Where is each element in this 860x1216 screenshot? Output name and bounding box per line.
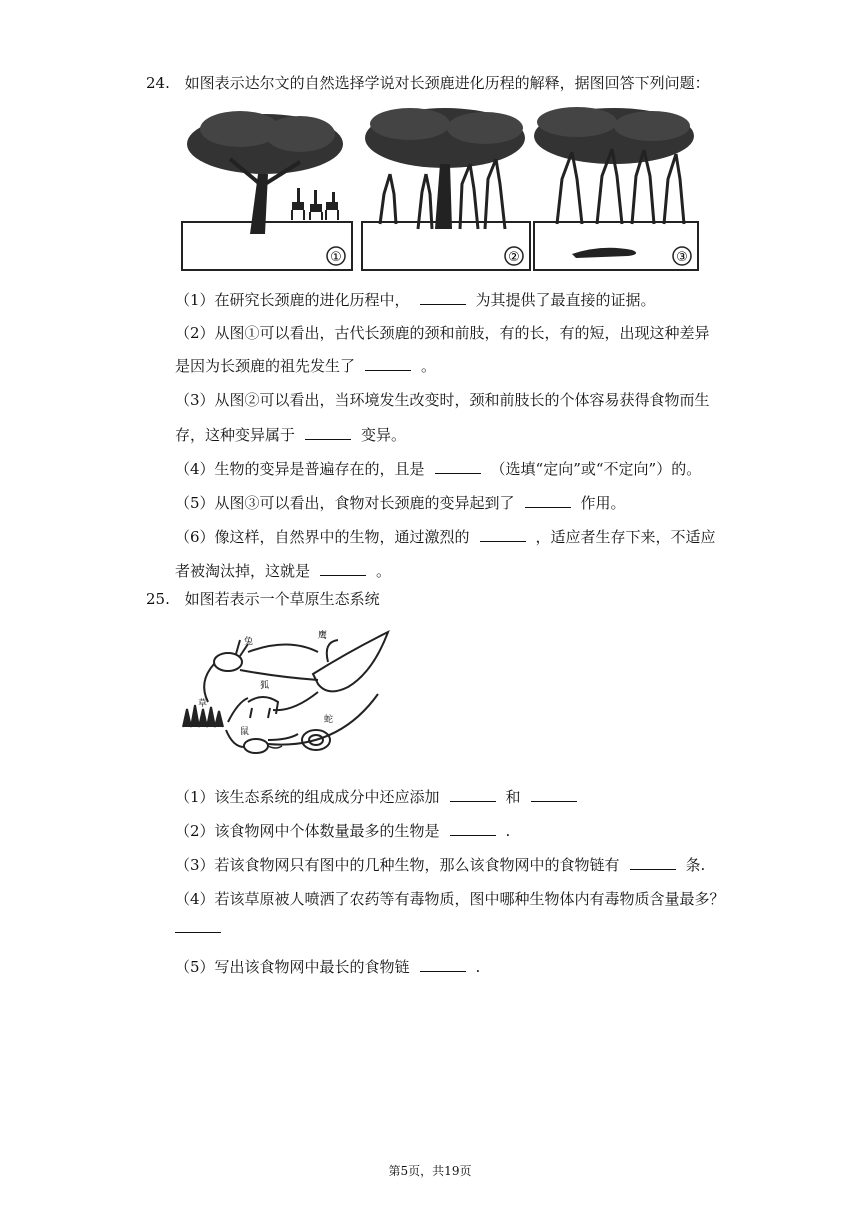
snake-icon [302,713,333,750]
question-24 [146,76,710,91]
answer-blank[interactable] [450,823,496,836]
q24-part-2b: 是因为长颈鹿的祖先发生了 。 [175,357,437,375]
hawk-icon [313,629,388,691]
q24-part-6b: 者被淘汰掉，这就是 。 [175,562,392,580]
svg-text:鼠: 鼠 [240,727,250,737]
svg-text:草: 草 [198,699,208,709]
answer-blank[interactable] [175,920,221,933]
page-footer: 第5页，共19页 [388,1164,472,1178]
q25-part-2: （2）该食物网中个体数量最多的生物是 . [175,822,511,840]
question-25 [146,592,380,607]
answer-blank[interactable] [420,292,466,305]
fox-icon [248,679,278,718]
panel-3 [534,107,698,270]
panel-1 [182,111,352,270]
answer-blank[interactable] [365,358,411,371]
answer-blank[interactable] [420,959,466,972]
q25-part-4: （4）若该草原被人喷洒了农药等有毒物质，图中哪种生物体内有毒物质含量最多？ [175,890,725,908]
answer-blank[interactable] [531,789,577,802]
rabbit-icon [214,635,253,671]
panel-2 [362,108,530,270]
q25-part-1: （1）该生态系统的组成成分中还应添加 和 [175,786,587,807]
q24-part-3a: （3）从图②可以看出，当环境发生改变时，颈和前肢长的个体容易获得食物而生 [175,391,710,409]
q24-part-4: （4）生物的变异是普遍存在的，且是 （选填“定向”或“不定向”）的。 [175,460,702,478]
answer-blank[interactable] [630,857,676,870]
answer-blank[interactable] [450,789,496,802]
svg-text:狐: 狐 [260,681,270,691]
answer-blank[interactable] [435,461,481,474]
answer-blank[interactable] [525,495,571,508]
svg-text:鹰: 鹰 [318,631,328,641]
panel-label: ② [508,250,520,265]
q24-part-5: （5）从图③可以看出，食物对长颈鹿的变异起到了 作用。 [175,494,626,512]
panel-label: ① [330,250,342,265]
answer-blank[interactable] [305,427,351,440]
q25-part-5: （5）写出该食物网中最长的食物链 . [175,958,481,976]
question-number: 24. [146,74,170,92]
question-number: 25. [146,590,170,608]
q24-part-1: （1）在研究长颈鹿的进化历程中， 为其提供了最直接的证据。 [175,291,656,309]
panel-label: ③ [676,250,688,265]
q24-part-3b: 存，这种变异属于 变异。 [175,426,407,444]
giraffe-evolution-figure [180,104,700,274]
answer-blank[interactable] [320,563,366,576]
food-web-figure [178,622,410,764]
svg-text:兔: 兔 [244,637,254,647]
grass-icon [183,697,223,727]
question-stem: 如图表示达尔文的自然选择学说对长颈鹿进化历程的解释，据图回答下列问题： [184,74,710,92]
answer-blank[interactable] [480,529,526,542]
q24-part-2a: （2）从图①可以看出，古代长颈鹿的颈和前肢，有的长，有的短，出现这种差异 [175,324,710,342]
svg-text:蛇: 蛇 [324,715,334,725]
q24-part-6a: （6）像这样，自然界中的生物，通过激烈的 ，适应者生存下来，不适应 [175,528,716,546]
question-stem: 如图若表示一个草原生态系统 [184,590,380,608]
q25-part-3: （3）若该食物网只有图中的几种生物，那么该食物网中的食物链有 条. [175,856,706,874]
